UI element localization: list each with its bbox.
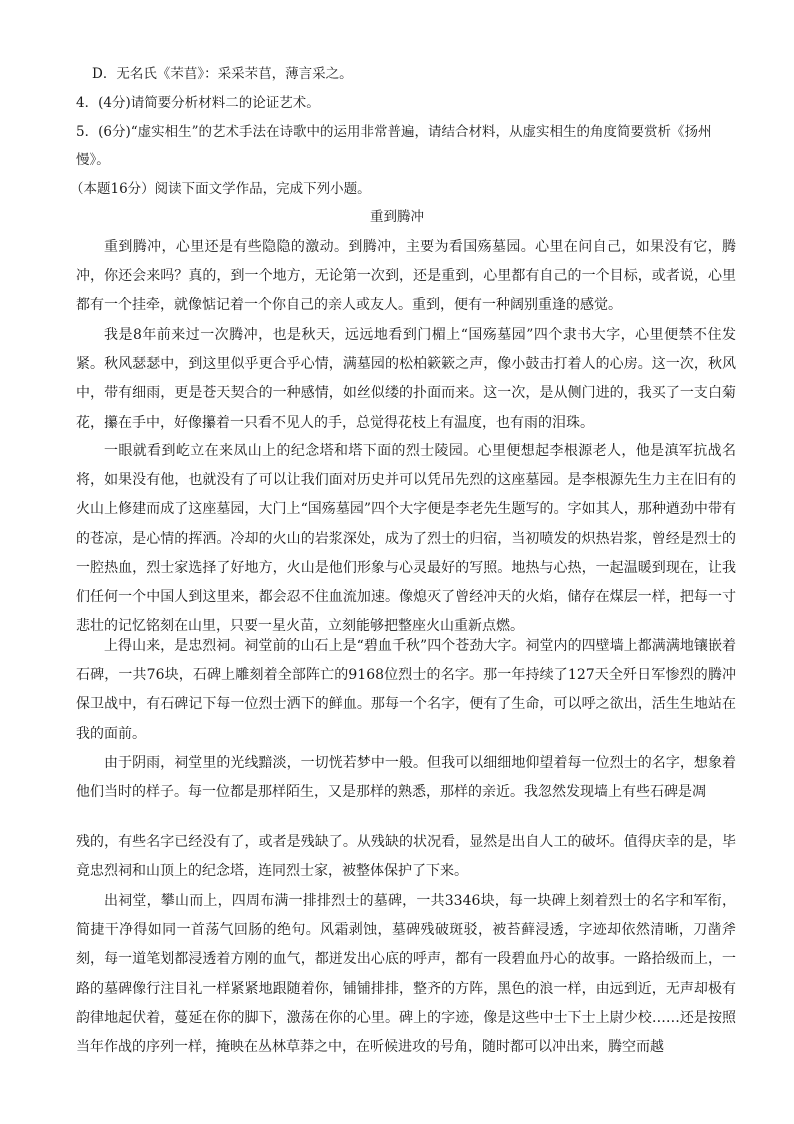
- question-5: 5．(6分)“虚实相生”的艺术手法在诗歌中的运用非常普遍，请结合材料，从虚实相生的角度简要赏析《扬州慢》。: [76, 124, 712, 168]
- article-paragraph-3: 一眼就看到屹立在来凤山上的纪念塔和塔下面的烈士陵园。心里便想起李根源老人，他是滇军抗战名将，如果没有他，也就没有了可以让我们面对历史并可以凭吊先烈的这座墓园。是李根源先生力主在旧有的火山上修建而成了这座墓园，大门上“国殇墓园”四个大字便是李老先生题写的。字如其人，那种遒劲中带有的苍凉，是心情的挥洒。冷却的火山的岩浆深处，成为了烈士的归宿，当初喷发的炽热岩浆，曾经是烈士的一腔热血，烈士家选择了好地方，火山是他们形象与心灵最好的写照。地热与心热，一起温暖到现在，让我们任何一个中国人到这里来，都会忍不住血流加速。像熄灭了曾经冲天的火焰，储存在煤层一样，把每一寸悲壮的记忆铭刻在山里，只要一星火苗，立刻能够把整座火山重新点燃。: [76, 443, 736, 635]
- option-d: D．无名氏《芣苢》：采采芣苢，薄言采之。: [92, 66, 353, 82]
- article-title: 重到腾冲: [370, 209, 424, 225]
- article-paragraph-5: 由于阴雨，祠堂里的光线黯淡，一切恍若梦中一般。但我可以细细地仰望着每一位烈士的名字，想象着他们当时的样子。每一位都是那样陌生，又是那样的熟悉，那样的亲近。我忽然发现墙上有些石碑是凋: [76, 755, 736, 801]
- article-paragraph-1: 重到腾冲，心里还是有些隐隐的激动。到腾冲，主要为看国殇墓园。心里在问自己，如果没有它，腾冲，你还会来吗？真的，到一个地方，无论第一次到，还是重到，心里都有自己的一个目标，或者说，心里都有一个挂牵，就像惦记着一个你自己的亲人或友人。重到，便有一种阔别重逢的感觉。: [76, 239, 736, 314]
- question-4: 4．(4分)请简要分析材料二的论证艺术。: [76, 95, 320, 111]
- article-paragraph-6: 出祠堂，攀山而上，四周布满一排排烈士的墓碑，一共3346块，每一块碑上刻着烈士的名字和军衔，简捷干净得如同一首荡气回肠的绝句。风霜剥蚀，墓碑残破斑驳，被苔藓浸透，字迹却依然清晰，刀凿斧刻，每一道笔划都浸透着方刚的血气，都迸发出心底的呼声，都有一段碧血丹心的故事。一路拾级而上，一路的墓碑像行注目礼一样紧紧地跟随着你，铺铺排排，整齐的方阵，黑色的浪一样，由远到近，无声却极有韵律地起伏着，蔓延在你的脚下，激荡在你的心里。碑上的字迹，像是这些中士下士上尉少校……还是按照当年作战的序列一样，掩映在丛林草莽之中，在听候进攻的号角，随时都可以冲出来，腾空而越: [76, 893, 736, 1056]
- section-intro: （本题16分）阅读下面文学作品，完成下列小题。: [70, 181, 371, 197]
- article-paragraph-5-continued: 残的，有些名字已经没有了，或者是残缺了。从残缺的状况看，显然是出自人工的破坏。值得庆幸的是，毕竟忠烈祠和山顶上的纪念塔，连同烈士家，被整体保护了下来。: [76, 834, 736, 880]
- article-paragraph-4: 上得山来，是忠烈祠。祠堂前的山石上是“碧血千秋”四个苍劲大字。祠堂内的四壁墙上都满满地镶嵌着石碑，一共76块，石碑上雕刻着全部阵亡的9168位烈士的名字。那一年持续了127天全歼日军惨烈的腾冲保卫战中，有石碑记下每一位烈士洒下的鲜血。那每一个名字，便有了生命，可以呼之欲出，活生生地站在我的面前。: [76, 638, 736, 742]
- article-paragraph-2: 我是8年前来过一次腾冲，也是秋天，远远地看到门楣上“国殇墓园”四个隶书大字，心里便禁不住发紧。秋风瑟瑟中，到这里似乎更合乎心情，满墓园的松柏簌簌之声，像小鼓击打着人的心房。这一次，秋风中，带有细雨，更是苍天契合的一种感情，如丝似缕的扑面而来。这一次，是从侧门进的，我买了一支白菊花，攥在手中，好像攥着一只看不见人的手，总觉得花枝上有温度，也有雨的泪珠。: [76, 327, 736, 431]
